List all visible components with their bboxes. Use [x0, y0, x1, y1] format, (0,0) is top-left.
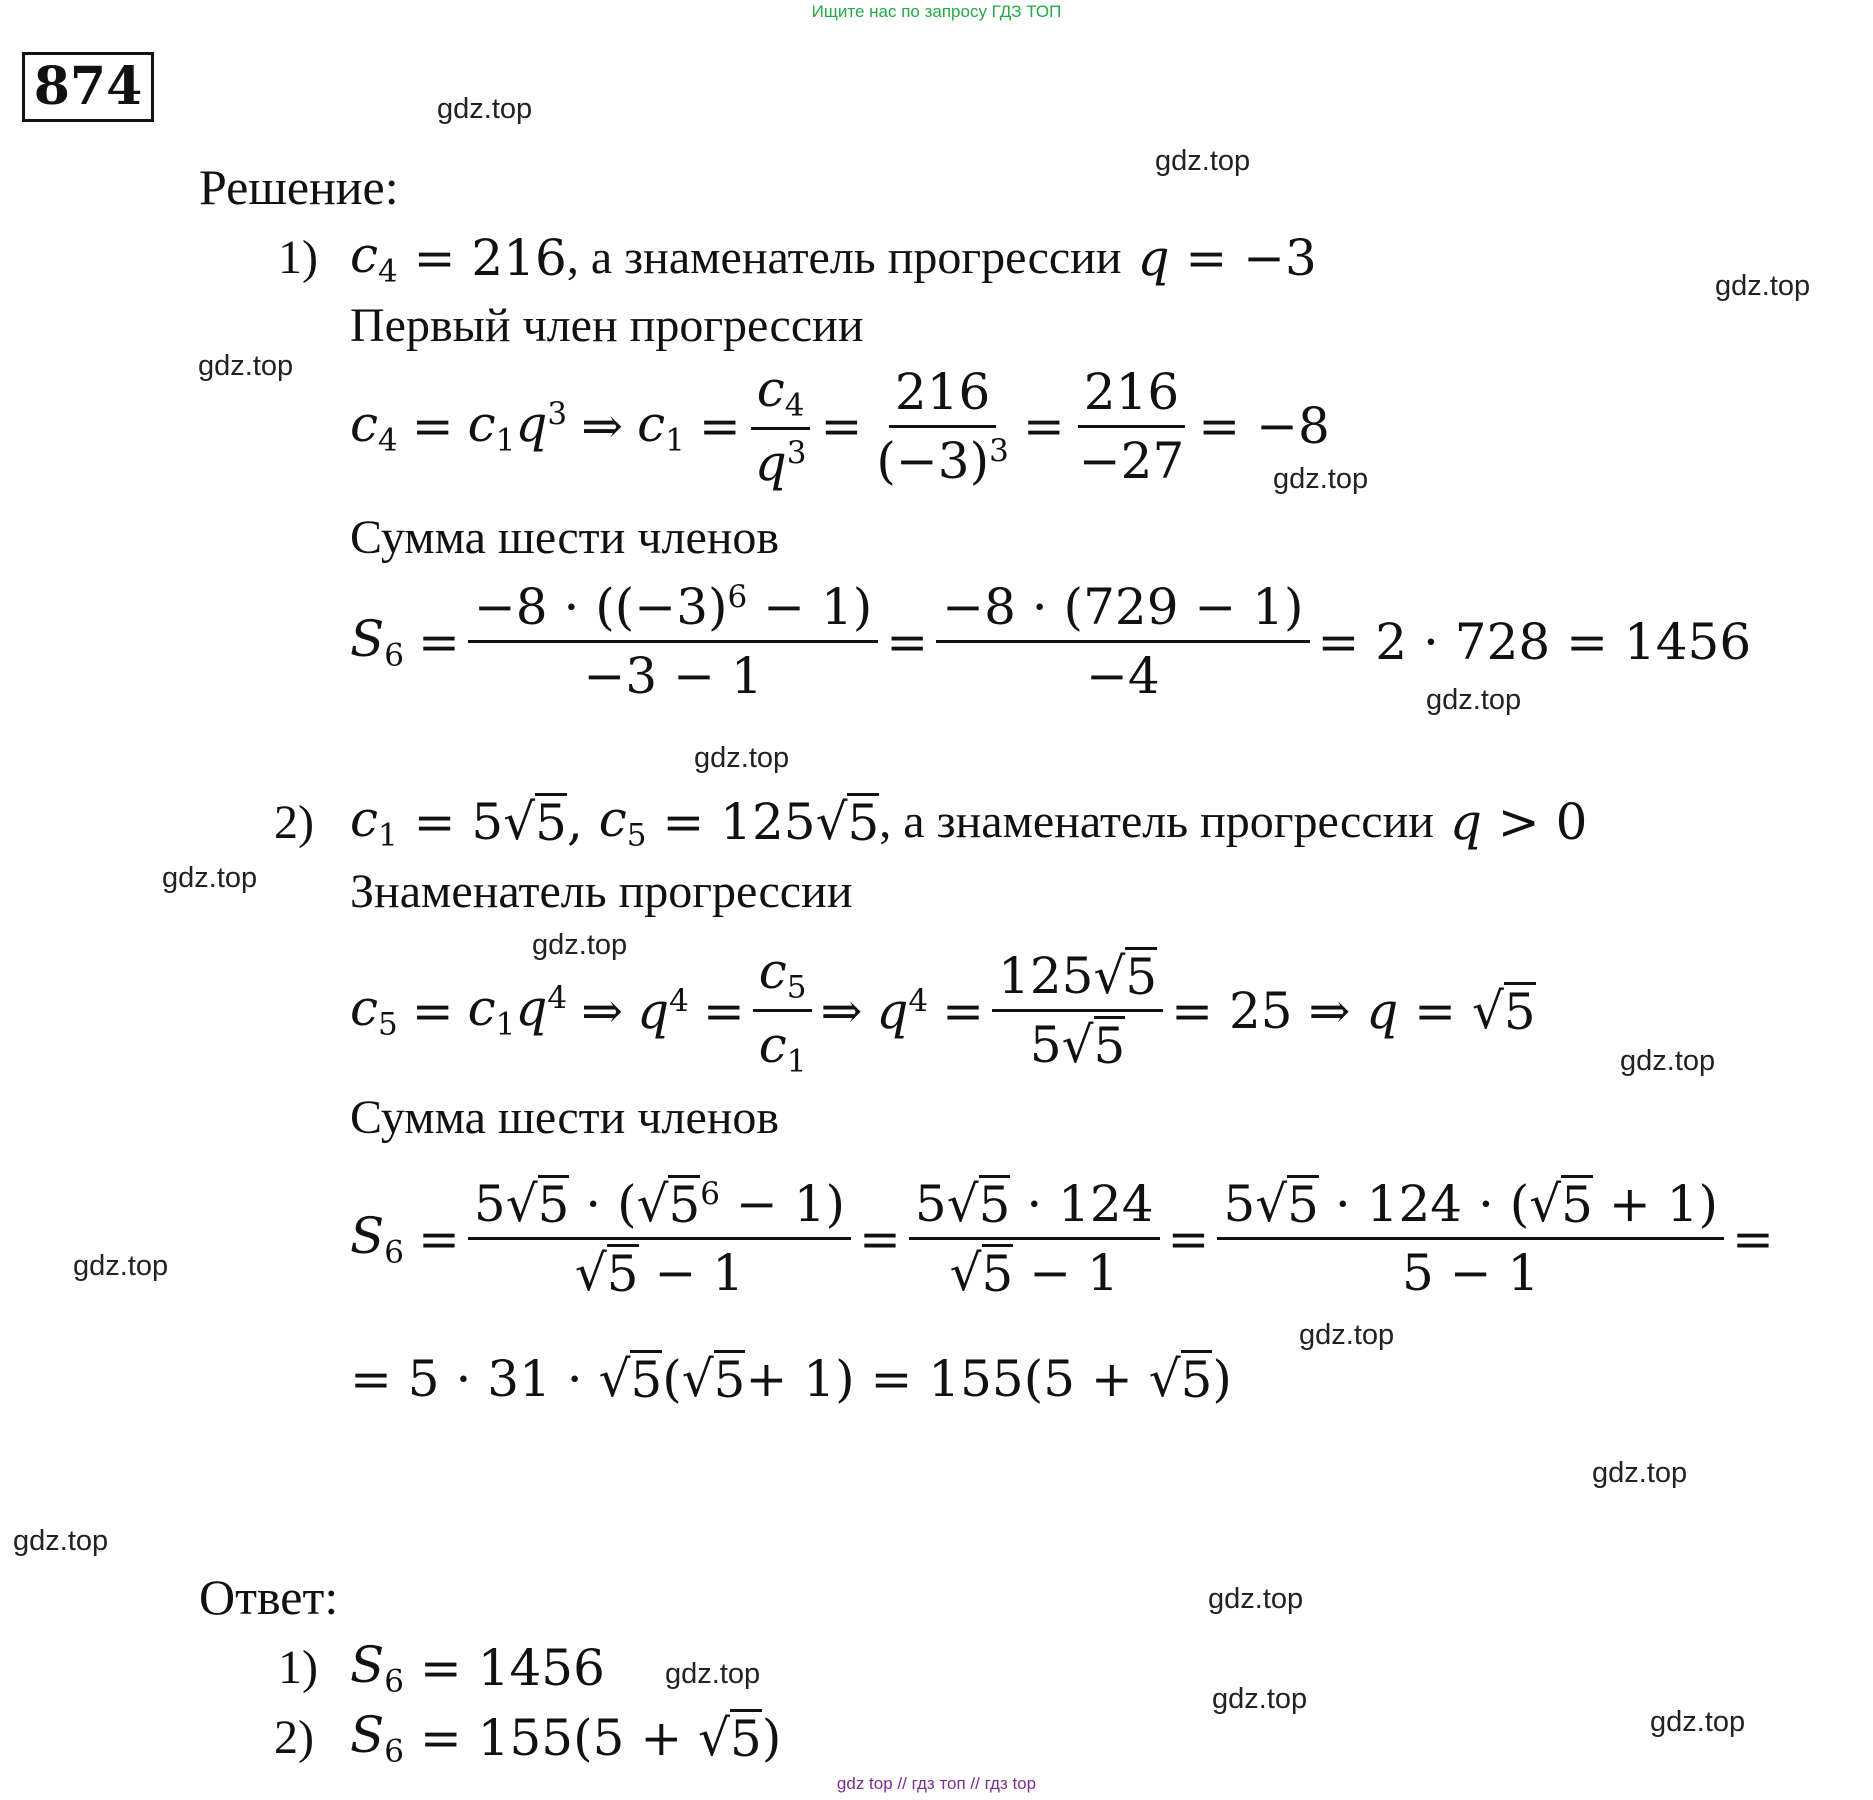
footer: gdz top // гдз топ // гдз top	[836, 1774, 1037, 1793]
part2-sum-result: = 5 · 31 · √ 5 ( √ 5 + 1) = 155(5 + √ 5 )	[350, 1350, 1232, 1409]
part1-label: 1)	[278, 231, 318, 284]
answer1: $S_6$ = 1456	[350, 1636, 605, 1700]
watermark: gdz.top	[1650, 1706, 1746, 1738]
answer2-label: 2)	[274, 1711, 314, 1764]
top-banner: Ищите нас по запросу ГДЗ ТОП	[811, 2, 1062, 21]
solution-heading: Решение:	[199, 159, 399, 215]
watermark: gdz.top	[437, 93, 533, 125]
watermark: gdz.top	[73, 1250, 169, 1282]
watermark: gdz.top	[162, 862, 258, 894]
part2-condition-text: , а знаменатель прогрессии	[879, 795, 1434, 849]
part1-condition-text: , а знаменатель прогрессии	[566, 231, 1122, 285]
part1-first-term-text: Первый член прогрессии	[350, 299, 864, 352]
part2-ratio-text: Знаменатель прогрессии	[350, 865, 853, 918]
part2-sum-formula: $S_6$ = 5 √ 5 · ( √ 5 $^6$ − 1) √ 5 − 1 = 5 √ 5 · 124 √ 5 − 1 = 5 √ 5 · 124 · ( √ 5 + 1) 5 − 1 =	[350, 1175, 1774, 1303]
watermark: gdz.top	[1155, 145, 1251, 177]
answer-heading: Ответ:	[199, 1569, 339, 1625]
part2-ratio-formula: $c_5$ = $c_1q^4$ ⇒ $q^4$ = $\frac{c_5}{c_1}$ ⇒ $q^4$ = 125 √ 5 5 √ 5 = 25 ⇒ q = √ 5	[350, 942, 1536, 1080]
answer1-value: 1456	[477, 1638, 605, 1697]
watermark: gdz.top	[1212, 1683, 1308, 1715]
watermark: gdz.top	[1715, 270, 1811, 302]
watermark: gdz.top	[665, 1658, 761, 1690]
part2-label: 2)	[274, 796, 314, 849]
answer2: $S_6$ = 155(5 + √ 5 )	[350, 1706, 782, 1770]
part1-first-term-formula: $c_4$ = $c_1q^3$ ⇒ $c_1$ = $\frac{c_4}{q^3}$ = $\frac{216}{(-3)^3}$ = $\frac{216}{-27}$ = −8	[350, 360, 1330, 493]
watermark: gdz.top	[1426, 684, 1522, 716]
watermark: gdz.top	[1208, 1583, 1304, 1615]
part2-condition: $c_1$ = 5 √ 5 , $c_5$ = 125 √ 5 , а знаменатель прогрессии q > 0	[350, 790, 1588, 854]
watermark: gdz.top	[694, 742, 790, 774]
part1-sum-text: Сумма шести членов	[350, 511, 780, 564]
part2-sum-text: Сумма шести членов	[350, 1091, 780, 1144]
part1-condition: $c_4$ = 216 , а знаменатель прогрессии q = −3	[350, 226, 1317, 290]
problem-number: 874	[22, 52, 154, 122]
watermark: gdz.top	[198, 350, 294, 382]
watermark: gdz.top	[1592, 1457, 1688, 1489]
watermark: gdz.top	[1273, 463, 1369, 495]
answer1-label: 1)	[278, 1641, 318, 1694]
part1-sum-formula: $S_6$ = $\frac{-8 \cdot ((-3)^6 - 1)}{-3 - 1}$ = $\frac{-8 \cdot (729 - 1)}{-4}$ = 2 · 728 = 1456	[350, 578, 1752, 705]
watermark: gdz.top	[1299, 1319, 1395, 1351]
watermark: gdz.top	[1620, 1045, 1716, 1077]
watermark: gdz.top	[13, 1525, 109, 1557]
watermark: gdz.top	[532, 929, 628, 961]
